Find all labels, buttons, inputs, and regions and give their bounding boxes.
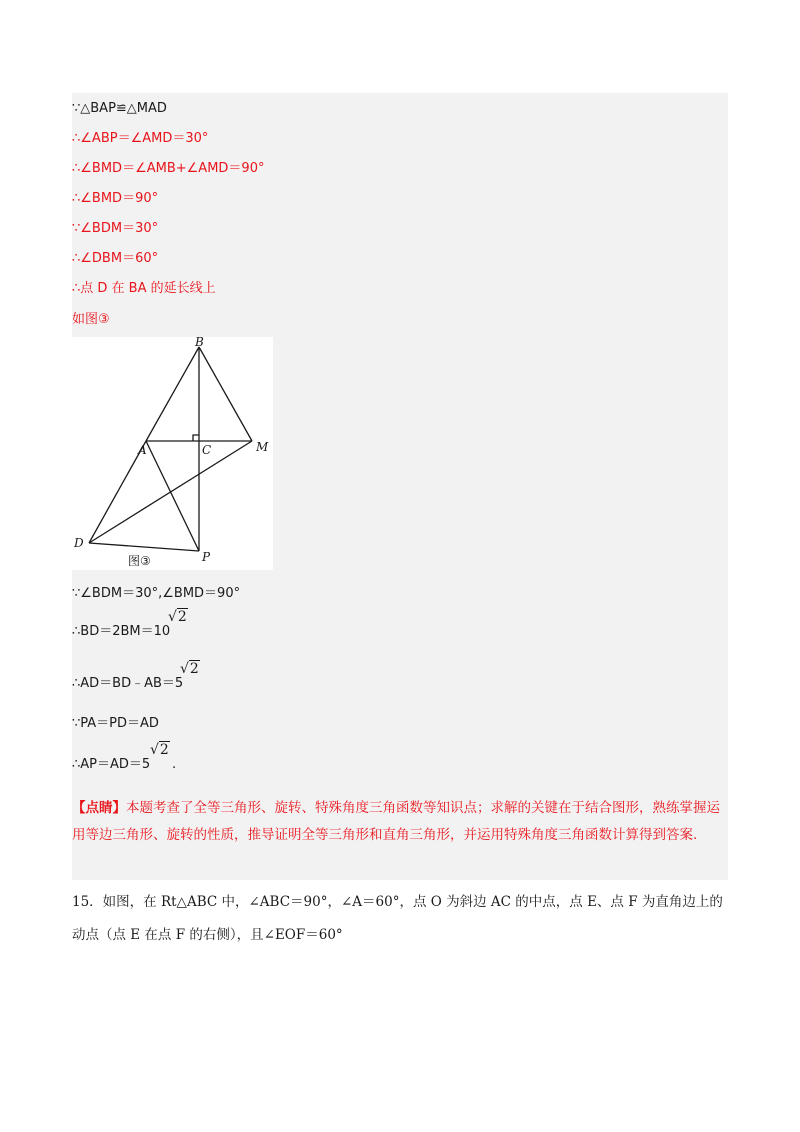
proof-line-5: ∵∠BDM＝30° [72, 221, 159, 236]
radicand-2: 2 [189, 661, 199, 677]
sqrt-expression-2 [180, 661, 200, 677]
proof-line-4: ∴∠BMD＝90° [72, 191, 159, 206]
remark-tag: 【点睛】 [72, 800, 126, 816]
segment-ap [146, 441, 199, 551]
sqrt-sign-2: √ [180, 661, 189, 677]
geometry-figure [72, 337, 273, 570]
label-p: P [202, 550, 211, 564]
label-d: D [74, 536, 84, 550]
proof-line-3: ∴∠BMD＝∠AMB+∠AMD＝90° [72, 161, 265, 176]
proof-line-1: ∵△BAP≌△MAD [72, 101, 167, 116]
label-c: C [202, 443, 212, 457]
segment-dm [89, 441, 252, 543]
segment-ba [146, 347, 199, 441]
calc-line-3: ∴AD＝BD﹣AB＝5 [72, 676, 184, 691]
sqrt-expression-1 [168, 609, 188, 625]
segment-dp [89, 543, 199, 551]
calc-line-5-period: . [172, 757, 177, 772]
proof-line-7: ∴点 D 在 BA 的延长线上 [72, 281, 216, 296]
label-b: B [195, 337, 204, 349]
segment-bm [199, 347, 252, 441]
sqrt-sign-1: √ [168, 609, 177, 625]
calc-line-4: ∵PA＝PD＝AD [72, 716, 159, 731]
calc-line-2: ∴BD＝2BM＝10 [72, 624, 171, 639]
calc-line-1: ∵∠BDM＝30°,∠BMD＝90° [72, 586, 241, 601]
remark-text: 本题考查了全等三角形、旋转、特殊角度三角函数等知识点；求解的关键在于结合图形，熟练掌握运用等边三角形、旋转的性质，推导证明全等三角形和直角三角形，并运用特殊角度三角函数计算得到答案. [72, 800, 720, 843]
sqrt-expression-3 [150, 742, 170, 758]
radicand-3: 2 [159, 742, 169, 758]
figure-caption: 图③ [128, 554, 151, 568]
sqrt-sign-3: √ [150, 742, 159, 758]
radicand-1: 2 [177, 609, 187, 625]
label-a: A [138, 443, 147, 457]
figure-svg [72, 337, 273, 570]
calc-line-5: ∴AP＝AD＝5 [72, 757, 151, 772]
label-m: M [256, 440, 269, 454]
proof-line-6: ∴∠DBM＝60° [72, 251, 159, 266]
figure-reference: 如图③ [72, 312, 110, 327]
right-angle-mark [193, 435, 199, 441]
question-15: 15．如图，在 Rt△ABC 中，∠ABC＝90°，∠A＝60°，点 O 为斜边 AC 的中点，点 E、点 F 为直角边上的动点（点 E 在点 F 的右侧），且∠EOF＝60° [72, 894, 723, 943]
proof-line-2: ∴∠ABP＝∠AMD＝30° [72, 131, 209, 146]
remark-paragraph [72, 795, 722, 849]
